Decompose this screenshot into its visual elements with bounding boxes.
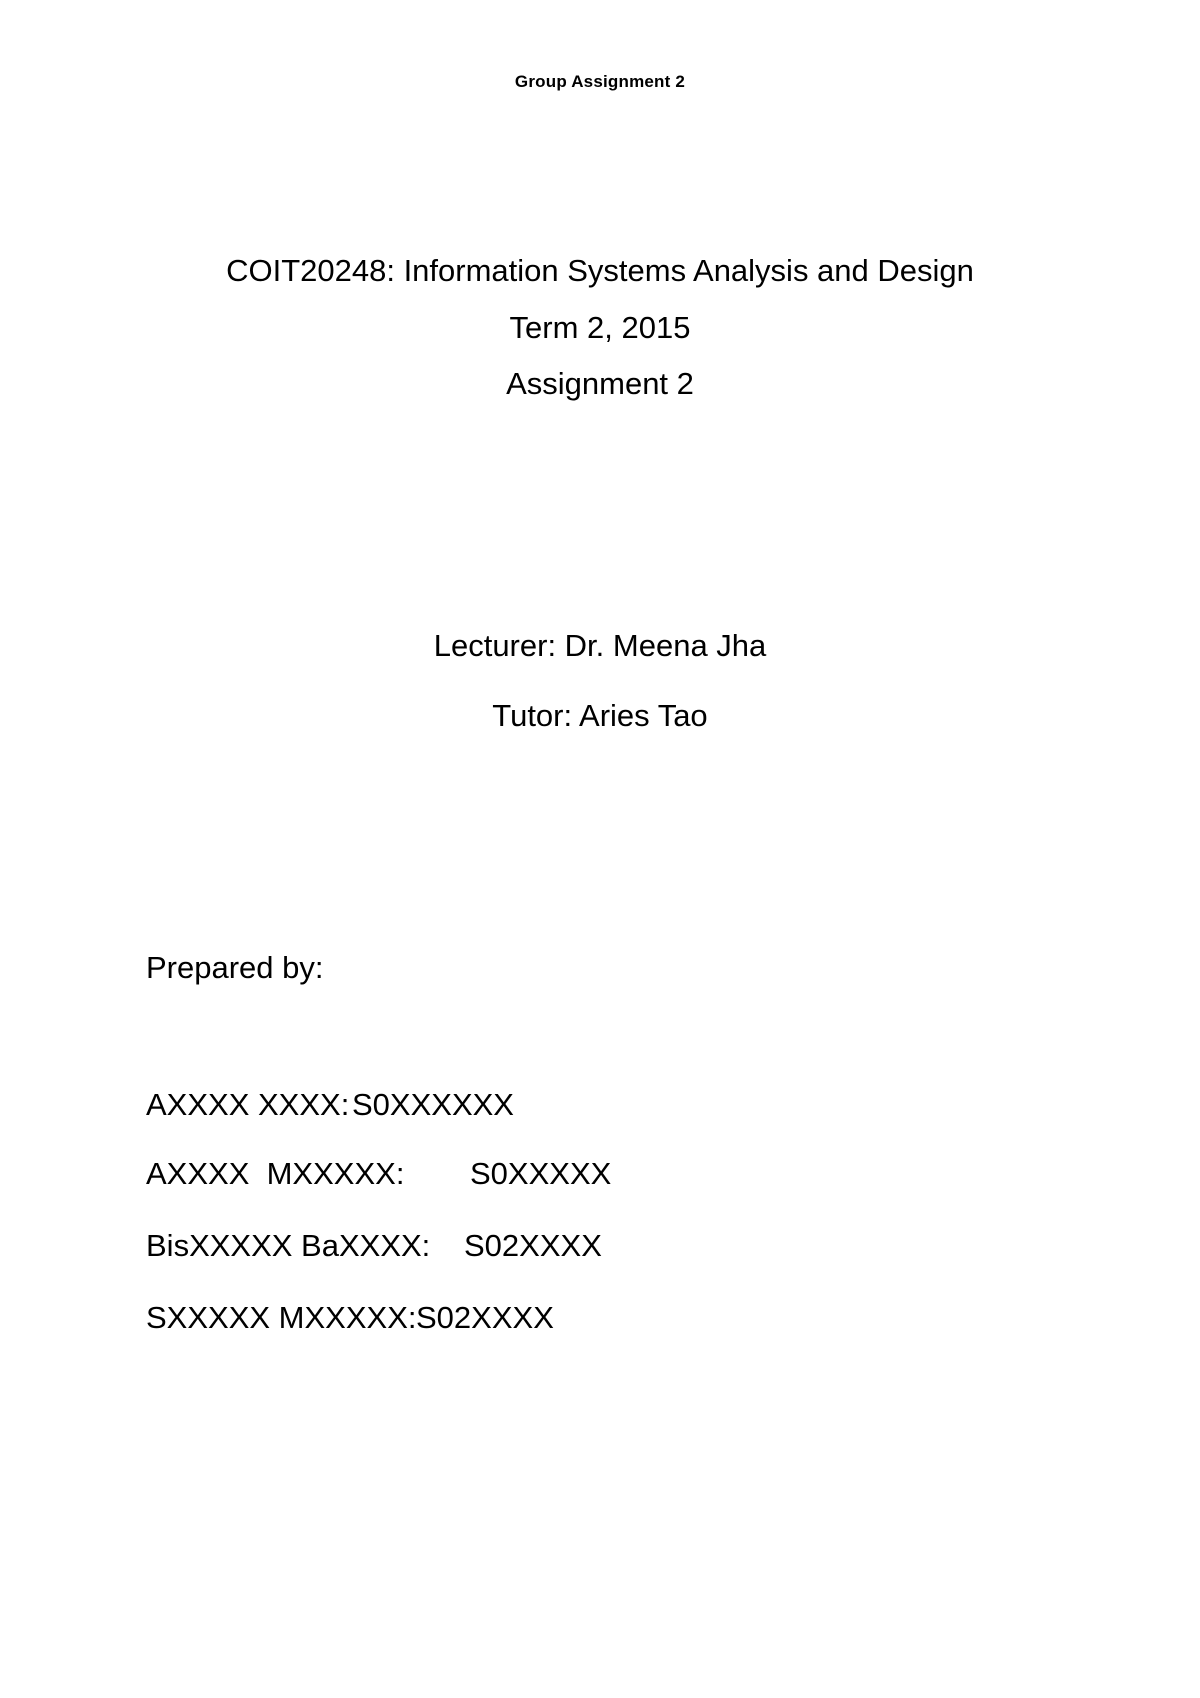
assignment-line: Assignment 2 [506,366,694,401]
member-name: AXXXX MXXXXX: [146,1156,405,1191]
member-row [146,1156,846,1192]
member-name: AXXXX XXXX: [146,1087,350,1122]
member-row [146,1300,846,1336]
term-line: Term 2, 2015 [509,310,691,345]
member-name: SXXXXX MXXXXX: [146,1300,417,1335]
course-title: COIT20248: Information Systems Analysis and Design [226,253,974,288]
tutor-line: Tutor: Aries Tao [492,698,708,733]
member-row [146,1087,846,1123]
member-id: S02XXXX [416,1300,554,1335]
member-name: BisXXXXX BaXXXX: [146,1228,431,1263]
prepared-by-label: Prepared by: [146,950,324,985]
member-row [146,1228,846,1264]
member-id: S02XXXX [464,1228,602,1263]
lecturer-line: Lecturer: Dr. Meena Jha [433,628,767,663]
running-header: Group Assignment 2 [514,72,686,91]
member-id: S0XXXXXX [352,1087,514,1122]
member-id: S0XXXXX [470,1156,612,1191]
